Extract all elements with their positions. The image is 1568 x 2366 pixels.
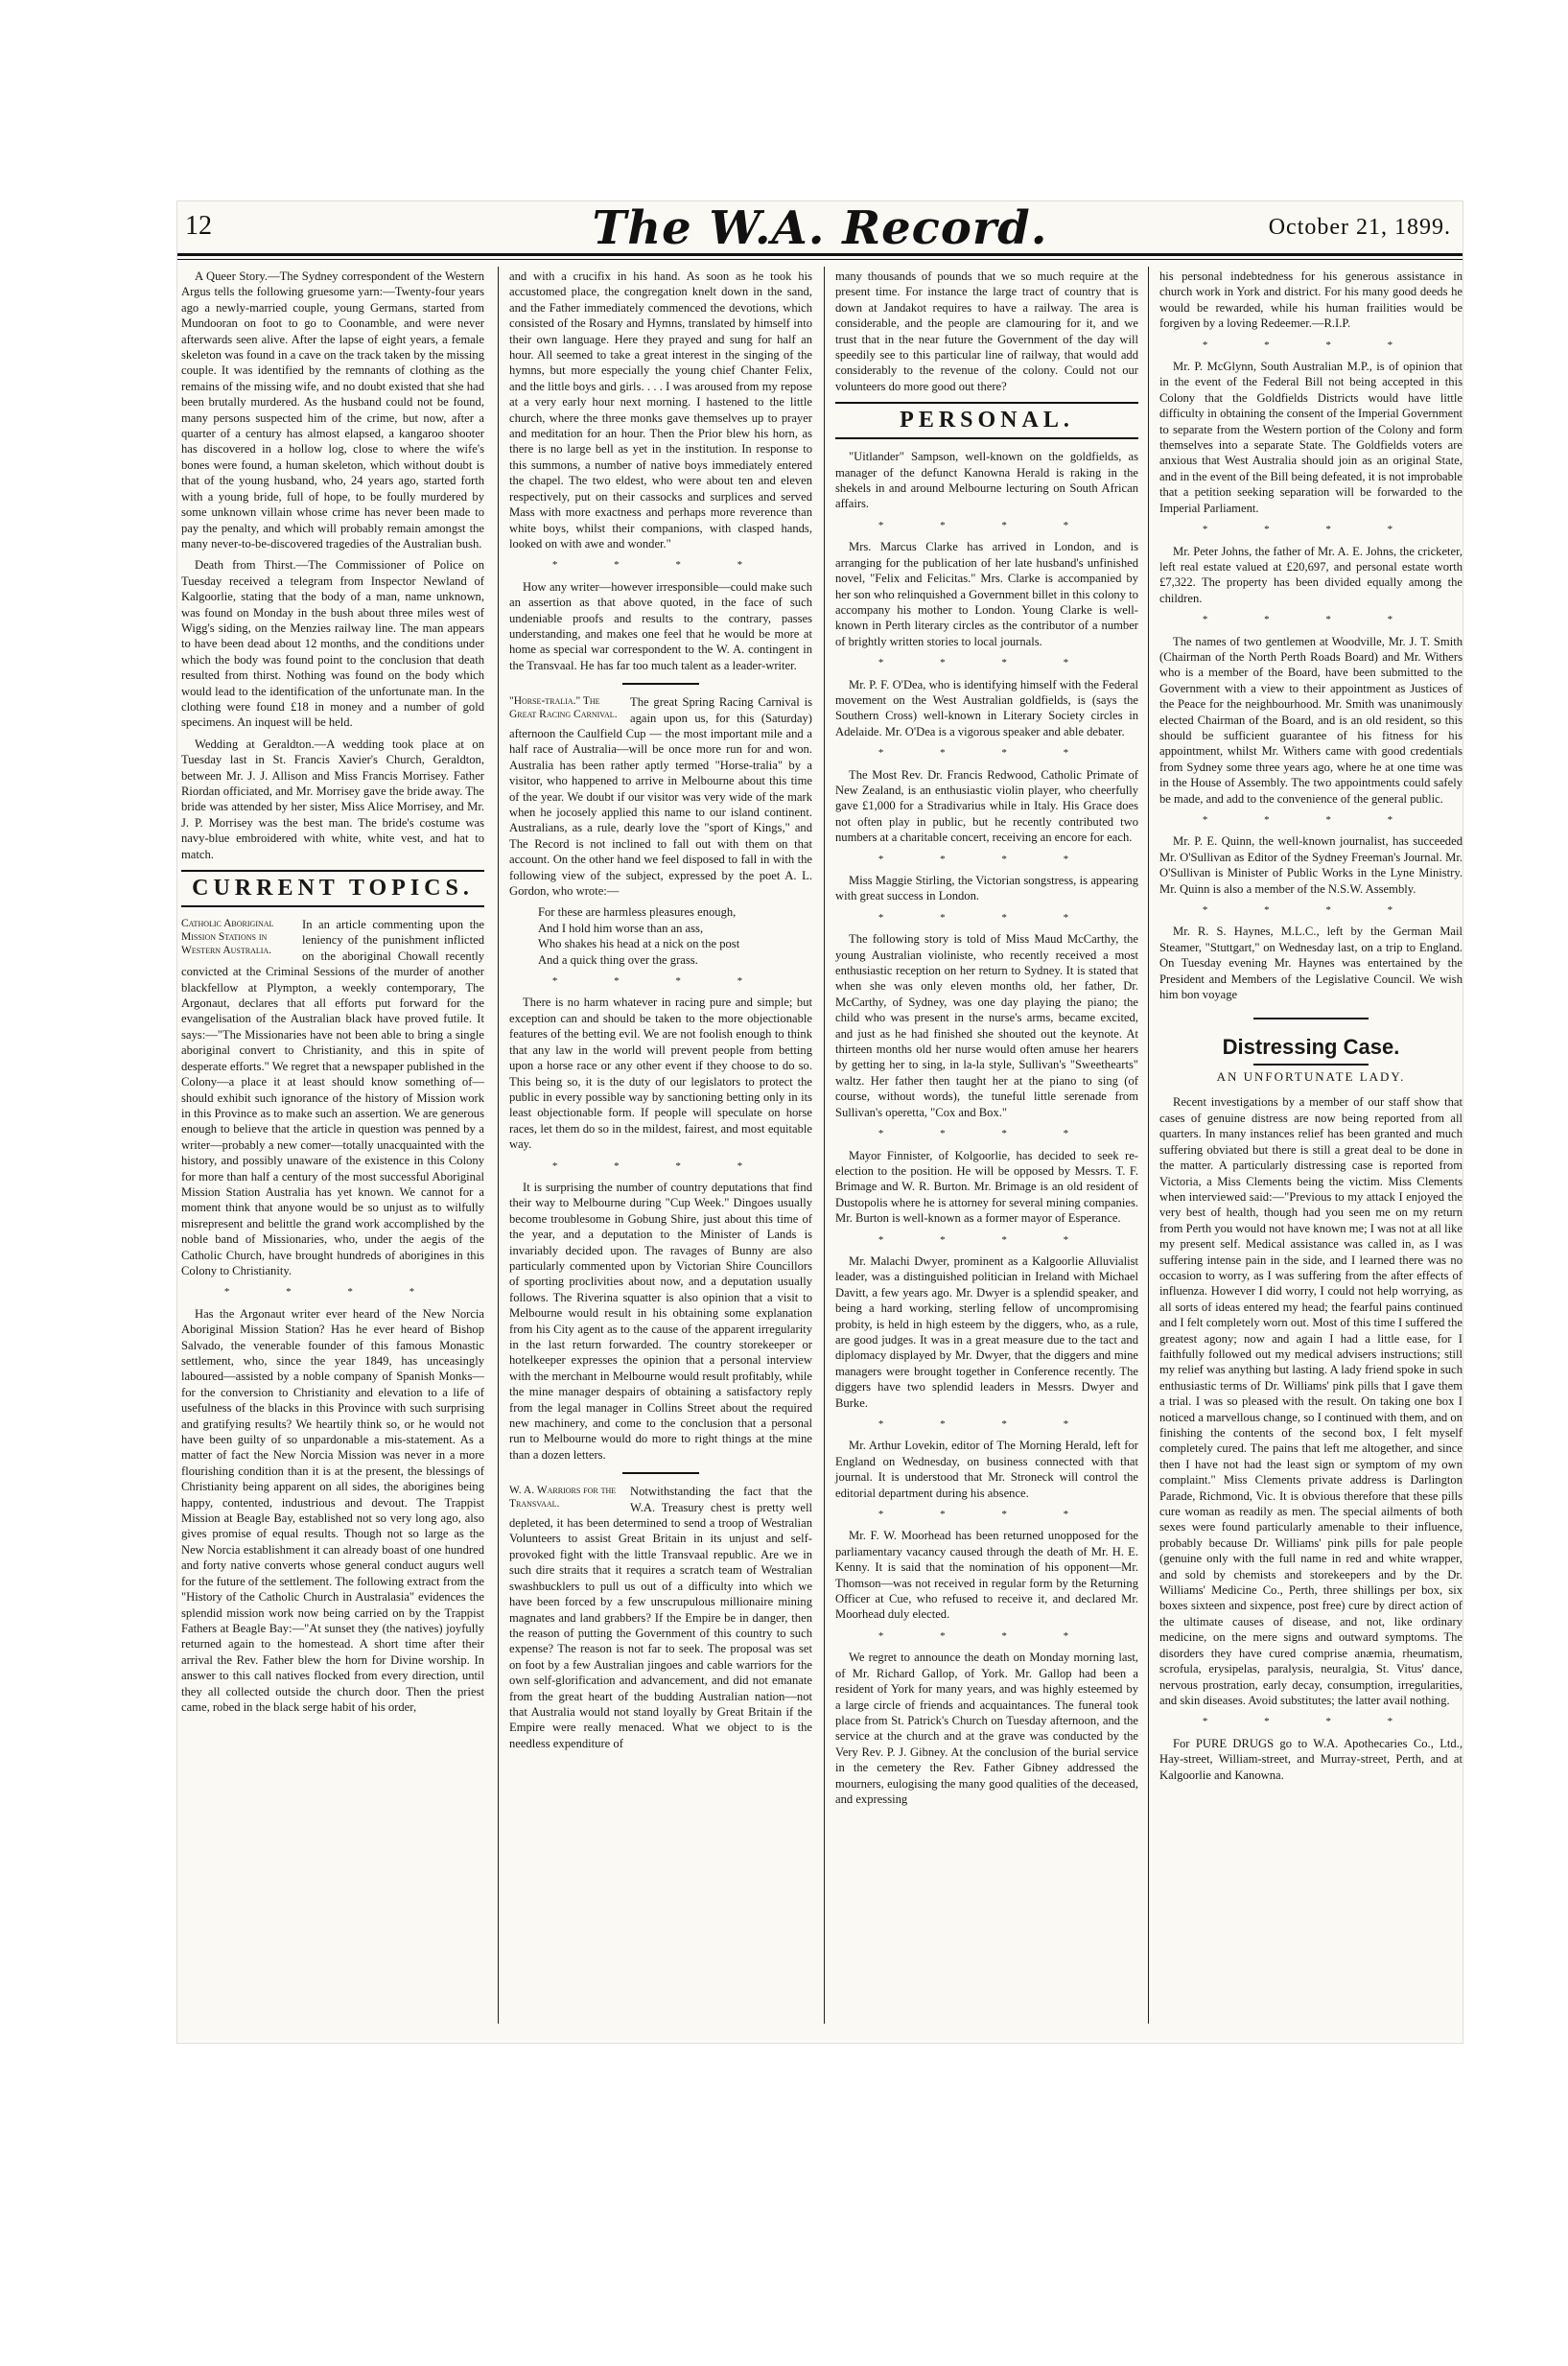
separator-stars: * * * * (1202, 814, 1420, 826)
personal-finnister: Mayor Finnister, of Kolgoorlie, has decided to seek re-election to the position. He will be opposed by Messrs. T. F. Brimage and W. R. Burton. Mr. Brimage is an old resident of Dustopolis where he is attorney for several mining companies. Mr. Burton is well-known as a former mayor of Esperance. (835, 1148, 1138, 1226)
side-label-horse-tralia: "Horse-tralia." The Great Racing Carnival. (509, 695, 618, 721)
article-distressing-case: Recent investigations by a member of our staff show that cases of genuine distress are now being reported from all quarters. In many instances relief has been granted and much suffering obviated but there is still a great deal to be done in the matter. A particularly distressing case is reported from Victoria, a Miss Clements being the victim. Miss Clements when interviewed said:—"Previous to my attack I enjoyed the very best of health, though had you seen me on my return from Perth you would not have known me; I was not at all like my present self. Medical assistance was called in, as I was suffering intense pain in the side, and I learned there was no occasion to worry, as I was suffering from the after effects of influenza. However I did worry, I could not help worrying, as all sorts of ideas entered my head; the fearful pains continued and I felt completely worn out. Most of this time I suffered the greatest agony; now and again I had a little ease, for I faithfully followed out my medical advisers instructions; still my relief was anything but lasting. A lady friend spoke in such enthusiastic terms of Dr. Williams' pink pills that I gave them a trial. I was so pleased with the result. On taking one box I noticed a marvellous change, so I continued with them, and on finishing the contents of the second box, I felt myself completely cured. The pains that left me altogether, and since then I have not had the least sign or symptom of my own complaint." Miss Clements private address is Darlington Parade, Richmond, Vic. It is obvious therefore that these pills cure woman as readily as men. The special ailments of both sexes were found particularly amenable to their influence, probably because Dr. Williams' pink pills for pale people (genuine only with the full name in red and white wrapper, and sold by chemists and storekeepers and by the Dr. Williams' Medicine Co., Perth, three shillings per box, six boxes sixteen and sixpence, post free) cure by direct action of the ultimate causes of disease, and not, like ordinary medicine, on the mere signs and outward symptoms. The disorders they have cured comprise anæmia, rheumatism, scrofula, erysipelas, paralysis, neuralgia, St. Vitus' dance, nervous prostration, early decay, consumption, irregularities, and skin diseases. Avoid substitutes; the latter avail nothing. (1159, 1095, 1463, 1707)
article-mission-continued: and with a crucifix in his hand. As soon as he took his accustomed place, the congregation knelt down in the sand, and the Father immediately commenced the devotions, which consisted of the Rosary and Hymns, translated by himself into their own language. Here they prayed and sung for half an hour. All seemed to take a great interest in the singing of the hymns, but more especially the young chief Chanter Felix, and the little boys and girls. . . . I was aroused from my repose at a very early hour next morning. I hastened to the little church, where the three monks gave themselves up to prayer and meditation for an hour. Then the Prior blew his horn, as there is no large bell as yet in the institution. In response to this summons, a number of native boys immediately entered the chapel. The two eldest, who were about ten and eleven respectively, put on their cassocks and surplices and served Mass with more exactness and perhaps more reverence than white boys, whilst their companions, with clasped hands, looked on with awe and wonder." (509, 269, 812, 551)
newspaper-page (177, 201, 1463, 2043)
issue-date: October 21, 1899. (1268, 215, 1451, 240)
personal-redwood: The Most Rev. Dr. Francis Redwood, Catholic Primate of New Zealand, is an enthusiastic violin player, who cheerfully gave £1,000 for a Stradivarius while in Italy. His Grace does not often play in public, but he recently contributed two numbers at a charitable concert, receiving an encore for each. (835, 767, 1138, 845)
article-wedding: Wedding at Geraldton.—A wedding took place at on Tuesday last in St. Francis Xavier's Church, Geraldton, between Mr. J. J. Allison and Miss Francis Morrisey. Father Riordan officiated, and Mr. Morrisey gave the bride away. The bride was attended by her sister, Miss Alice Morrisey, and Mr. J. P. Morrisey was the best man. The bride's costume was navy-blue embroidered with white, white vest, and hat to match. (181, 737, 484, 861)
separator-stars: * * * * (878, 747, 1096, 760)
personal-johns: Mr. Peter Johns, the father of Mr. A. E. Johns, the cricketer, left real estate valued at £20,697, and personal estate worth £7,322. The property has been divided equally among the children. (1159, 544, 1463, 605)
article-mission: In an article commenting upon the leniency of the punishment inflicted on the aboriginal Chowall recently convicted at the Criminal Sessions of the murder of another blackfellow at Plympton, a weekly contemporary, The Argonaut, declares that all efforts put forward for the evangelisation of the Australian black have proved futile. It says:—"The Missionaries have not been able to bring a single aboriginal convert to Christianity, and this in spite of desperate efforts." We regret that a newspaper published in the Colony—a place it at least should know something of—should exhibit such ignorance of the history of Mission work in this Province as to make such an assertion. We are generous enough to believe that the article in question was penned by a writer—probably a new comer—totally unacquainted with the history, and possibly unaware of the existence in this Colony for more than half a century of the most successful Aboriginal Mission Station Australia has yet known. We cannot for a moment think that anyone would be so unjust as to wilfully misrepresent and belittle the grand work accomplished by the noble band of Missionaries, who, under the aegis of the Catholic Church, have brought hundreds of aborigines in this Colony to Christianity. (181, 918, 484, 1277)
personal-mccarthy: The following story is told of Miss Maud McCarthy, the young Australian violiniste, who recently received a most enthusiastic reception on her return to Sydney. It is stated that when she was only eleven months old, her father, Dr. McCarthy, of Sydney, was one day playing the piano; the child who was present in the nurse's arms, became excited, and just as he had finished she shouted out the keynote. At thirteen months old her nurse would often amuse her hearers by getting her to sing, in la-la style, Sullivan's "Sweethearts" waltz. Her father then taught her at the piano to sing (of course, without words), the tuneful little serenade from Sullivan's operetta, "Cox and Box." (835, 932, 1138, 1119)
section-heading-personal: PERSONAL. (835, 402, 1138, 439)
separator-stars: * * * * (878, 1418, 1096, 1430)
masthead-rule (177, 253, 1463, 256)
separator-stars: * * * * (1202, 524, 1420, 536)
personal-haynes: Mr. R. S. Haynes, M.L.C., left by the German Mail Steamer, "Stuttgart," on Wednesday last, on a trip to England. On Tuesday evening Mr. Haynes was entertained by the President and Members of the Legislative Council. We wish him bon voyage (1159, 925, 1463, 1002)
separator-stars: * * * * (1202, 904, 1420, 917)
column-2 (509, 269, 812, 1757)
side-label-mission: Catholic Aboriginal Mission Stations in Western Australia. (181, 918, 274, 957)
separator-stars: * * * * (1202, 1716, 1420, 1728)
separator-stars: * * * * (878, 1509, 1096, 1521)
poem (538, 904, 812, 968)
short-rule (622, 1472, 699, 1474)
personal-stirling: Miss Maggie Stirling, the Victorian songstress, is appearing with great success in London. (835, 874, 1138, 903)
column-4 (1159, 269, 1463, 1789)
column-3 (835, 269, 1138, 1813)
personal-clarke: Mrs. Marcus Clarke has arrived in London, and is arranging for the publication of her late husband's unfinished novel, "Felix and Felicitas." Mrs. Clarke is accompanied by her son who relinquished a Government billet in this colony to accompany his mother to London. Young Clarke is well-known in Perth literary circles as the contributor of a number of brightly written stories to local journals. (835, 540, 1138, 648)
article-deputations: It is surprising the number of country deputations that find their way to Melbourne during "Cup Week." Dingoes usually become troublesome in Gobung Shire, just about this time of the year, and a deputation to the Minister of Lands is invariably decided upon. The ravages of Bunny are also particularly commented upon by Victorian Shire Councillors of sporting proclivities about now, and a deputation usually follows. The Riverina squatter is also opinion that a visit to Melbourne would result in his obtaining some explanation from his City agent as to the cause of the apparent irregularity in the last return forwarded. The country storekeeper or hotelkeeper expresses the opinion that a personal interview with the merchant in Melbourne would result profitably, while the mine manager despairs of obtaining a satisfactory reply from the legal manager in Collins Street about the required new machinery, and come to the conclusion that a personal run to Melbourne would do more to right things at the mine than a dozen letters. (509, 1180, 812, 1462)
article-writer: How any writer—however irresponsible—could make such an assertion as that above quoted, in the face of such undeniable proofs and results to the contrary, passes understanding, and makes one feel that he would be more at home as special war correspondent to the W. A. contingent in the Transvaal. He has far too much talent as a leader-writer. (509, 579, 812, 672)
article-heading-distressing-case: Distressing Case. (1222, 1035, 1400, 1060)
personal-sampson: "Uitlander" Sampson, well-known on the goldfields, as manager of the defunct Kanowna Herald is raking in the shekels in and around Melbourne lecturing on South African affairs. (835, 450, 1138, 511)
article-argonaut: Has the Argonaut writer ever heard of the New Norcia Aboriginal Mission Station? Has he ever heard of Bishop Salvado, the venerable founder of this famous Monastic settlement, who, since the year 1849, has unceasingly laboured—assisted by a noble company of Spanish Monks—for the conversion to Christianity and elevation to a life of usefulness of the blacks in this Province with such surprising and gratifying results? We heartily think so, or he would not have been guilty of so unpardonable a mis-statement. As a matter of fact the New Norcia Mission was never in a more flourishing condition than it is at the present, the blessings of Christianity being apparent on all sides, the aborigines being happy, contented, industrious and devout. The Trappist Mission at Beagle Bay, established not so very long ago, also gives promise of equal results. Though not so large as the New Norcia establishment it can already boast of one hundred and forty native converts whose general conduct augurs well for the future of the settlement. The following extract from the "History of the Catholic Church in Australasia" evidences the splendid mission work now being carried on by the Trappist Fathers at Beagle Bay:—"At sunset they (the natives) joyfully returned again to the homestead. A short time after their arrival the Rev. Father blew the horn for Divine worship. In answer to this call natives flocked from every direction, until they all collected outside the church door. Then the priest came, robed in the black serge habit of his order, (181, 1306, 484, 1714)
separator-stars: * * * * (878, 1128, 1096, 1140)
separator-stars: * * * * (878, 853, 1096, 865)
short-rule (1253, 1018, 1369, 1019)
separator-stars: * * * * (1202, 339, 1420, 351)
separator-stars: * * * * (878, 911, 1096, 924)
poem-line: Who shakes his head at a nick on the post (538, 937, 740, 951)
page-number: 12 (185, 211, 212, 241)
personal-lovekin: Mr. Arthur Lovekin, editor of The Morning Herald, left for England on Wednesday, on business connected with that journal. It is understood that Mr. Stroneck will control the editorial department during his absence. (835, 1439, 1138, 1500)
separator-stars: * * * * (878, 519, 1096, 531)
personal-woodville: The names of two gentlemen at Woodville, Mr. J. T. Smith (Chairman of the North Perth Roads Board) and Mr. Withers who is a member of the Board, have been submitted to the Government with a view to their appointment as Justices of the Peace for the neighbourhood. Mr. Smith was unanimously elected Chairman of the Board, and is an old resident, so this should be sufficient guarantee of his fitness for his appointment, whilst Mr. Withers came with good credentials from Sydney some three years ago, where he at one time was in the House of Assembly. The two appointments could safely be made, and add to the convenience of the general public. (1159, 634, 1463, 806)
separator-stars: * * * * (878, 1629, 1096, 1642)
short-rule (1253, 1064, 1369, 1066)
column-divider (498, 267, 499, 2024)
advert-pure-drugs: For PURE DRUGS go to W.A. Apothecaries Co., Ltd., Hay-street, William-street, and Murray-street, Perth, and at Kalgoorlie and Kanowna. (1159, 1736, 1463, 1782)
article-racing: There is no harm whatever in racing pure and simple; but exception can and should be taken to the more objectionable features of the betting evil. We are not foolish enough to think that any law in the world will prevent people from betting upon a horse race or any other event if they choose to do so. This being so, it is the duty of our legislators to protect the public in every possible way by sanctioning betting only in its least objectionable form. If people will speculate on horse races, let them do so in the mildest, fairest, and most equitable way. (509, 996, 812, 1152)
poem-line: And I hold him worse than an ass, (538, 921, 704, 935)
article-warriors-continued: many thousands of pounds that we so much require at the present time. For instance the large tract of country that is down at Jandakot requires to have a railway. The area is considerable, and the people are clamouring for it, and we trust that in the near future the Government of the day will speedily see to this particular line of railway, that would add considerably to the revenue of the colony. Could not our volunteers do more good out there? (835, 269, 1138, 393)
masthead (177, 201, 1463, 255)
separator-stars: * * * * (1202, 614, 1420, 626)
short-rule (622, 683, 699, 685)
masthead-rule-thin (177, 259, 1463, 260)
personal-gallop: We regret to announce the death on Monday morning last, of Mr. Richard Gallop, of York. Mr. Gallop had been a resident of York for many years, and was highly esteemed by a large circle of friends and acquaintances. The funeral took place from St. Patrick's Church on Tuesday afternoon, and the service at the church and at the grave was conducted by the Very Rev. P. J. Gibney. At the conclusion of the burial service in the cemetery the Rev. Father Gibney addressed the mourners, eulogising the many good qualities of the deceased, and expressing (835, 1651, 1138, 1806)
column-divider (824, 267, 825, 2024)
separator-stars: * * * * (878, 657, 1096, 669)
personal-moorhead: Mr. F. W. Moorhead has been returned unopposed for the parliamentary vacancy caused through the death of Mr. H. E. Kenny. It is said that the nomination of his opponent—Mr. Thomson—was not received in regular form by the Returning Officer at Cue, who refused to receive it, and declared Mr. Moorhead duly elected. (835, 1529, 1138, 1622)
article-subheading: AN UNFORTUNATE LADY. (1216, 1069, 1406, 1085)
personal-dwyer: Mr. Malachi Dwyer, prominent as a Kalgoorlie Alluvialist leader, was a distinguished politician in Ireland with Michael Davitt, a few years ago. Mr. Dwyer is a splendid speaker, and being a hard working, sterling fellow of uncompromising probity, is held in high esteem by the diggers, who, as a rule, are good judges. It was in a great measure due to the tact and diplomacy displayed by Mr. Dwyer, that the diggers and mine managers were brought together in Conference recently. The diggers have two splendid leaders in Messrs. Dwyer and Burke. (835, 1253, 1138, 1410)
separator-stars: * * * * (223, 1286, 442, 1299)
personal-gallop-continued: his personal indebtedness for his generous assistance in church work in York and district. For his many good deeds he would be rewarded, while his human frailities would be forgiven by a loving Redeemer.—R.I.P. (1159, 269, 1463, 331)
column-divider (1148, 267, 1149, 2024)
poem-line: For these are harmless pleasures enough, (538, 905, 737, 920)
poem-line: And a quick thing over the grass. (538, 952, 698, 967)
side-label-warriors: W. A. Warriors for the Transvaal. (509, 1485, 617, 1511)
separator-stars: * * * * (551, 1160, 770, 1172)
article-queer-story: A Queer Story.—The Sydney correspondent of the Western Argus tells the following gruesome yarn:—Twenty-four years ago a newly-married couple, young Germans, started from Mundooran on foot to go to Coonamble, and were never afterwards seen alive. After the lapse of eight years, a female skeleton was found in a cave on the track taken by the missing couple. It was identified by the remnants of clothing as the remains of the missing wife, and no doubt existed that she had been brutally murdered. As the husband could not be found, many persons suspected him of the crime, but now, after a quarter of a century has almost elapsed, a kangaroo shooter has discovered in a hollow log, close to where the wife's bones were found, a human skeleton, which without doubt is that of the young husband, who, 24 years ago, started forth with a young bride, full of hope, to be foully murdered by some unknown villain whose crime has never been made to pay the penalty, and which will probably remain amongst the many never-to-be-discovered tragedies of the Australian bush. (181, 269, 484, 551)
personal-mcglynn: Mr. P. McGlynn, South Australian M.P., is of opinion that in the event of the Federal Bill not being accepted in this Colony that the Goldfields Districts would have little difficulty in obtaining the consent of the Imperial Government to separate from the Western portion of the Colony and form themselves into a separate State. The Goldfields voters are anxious that West Australia should join as an original State, and in the event of the Bill being defeated, it is not improbable that a petition seeking separation will be forwarded to the Imperial Parliament. (1159, 360, 1463, 515)
personal-odea: Mr. P. F. O'Dea, who is identifying himself with the Federal movement on the West Australian goldfields, is (says the Southern Cross) well-known in Literary Society circles in Adelaide. Mr. O'Dea is a vigorous speaker and able debater. (835, 677, 1138, 738)
article-warriors: Notwithstanding the fact that the W.A. Treasury chest is pretty well depleted, it has been determined to send a troop of Westralian Volunteers to assist Great Britain in its unjust and self-provoked fight with the little Transvaal republic. Are we in such dire straits that it requires a scratch team of Westralian swashbucklers to pull us out of a difficulty into which we have been forced by a few unscrupulous millionaire mining magnates and land grabbers? If the Empire be in danger, then the reason of putting the Government of this country to such expense? The reason is not far to seek. The proposal was set on foot by a few Australian jingoes and cable warriors for the own self-glorification and advancement, and did not emanate from the great heart of the budding Australian nation—not that Australia would not stand loyally by Great Britain if the Empire were really menaced. What we object to is the needless expenditure of (509, 1485, 812, 1750)
article-horse-tralia: The great Spring Racing Carnival is again upon us, for this (Saturday) afternoon the Caulfield Cup — the most important mile and a half race of Australia—will be once more run for and won. Australia has been rather aptly termed "Horse-tralia" by a visitor, who happened to arrive in Melbourne about this time of the year. We doubt if our visitor was very wide of the mark when he jocosely applied this name to our island continent. Australians, as a rule, dearly love the "sport of Kings," and The Record is not inclined to fall out with them on that account. On the other hand we feel disposed to fall in with the following view of the subject, expressed by the poet A. L. Gordon, who wrote:— (509, 695, 812, 899)
column-1 (181, 269, 484, 1721)
separator-stars: * * * * (878, 1233, 1096, 1246)
personal-quinn: Mr. P. E. Quinn, the well-known journalist, has succeeded Mr. O'Sullivan as Editor of the Sydney Freeman's Journal. Mr. O'Sullivan is Minister of Public Works in the Lyne Ministry. Mr. Quinn is also a member of the N.S.W. Assembly. (1159, 834, 1463, 896)
separator-stars: * * * * (551, 975, 770, 988)
section-heading-current-topics: CURRENT TOPICS. (181, 870, 484, 907)
article-death-from-thirst: Death from Thirst.—The Commissioner of Police on Tuesday received a telegram from Inspector Newland of Kalgoorlie, stating that the body of a man, name unknown, was found on Monday in the bush about three miles west of Wigg's siding, on the Menzies railway line. The man appears to have been dead about 12 months, and the conditions under which the body was found point to the conclusion that death resulted from thirst. Nothing was found on the body which would lead to the identification of the unfortunate man. In the clothing were found £18 in money and a number of gold specimens. An inquest will be held. (181, 558, 484, 730)
separator-stars: * * * * (551, 559, 770, 572)
newspaper-title: The W.A. Record. (592, 201, 1048, 255)
